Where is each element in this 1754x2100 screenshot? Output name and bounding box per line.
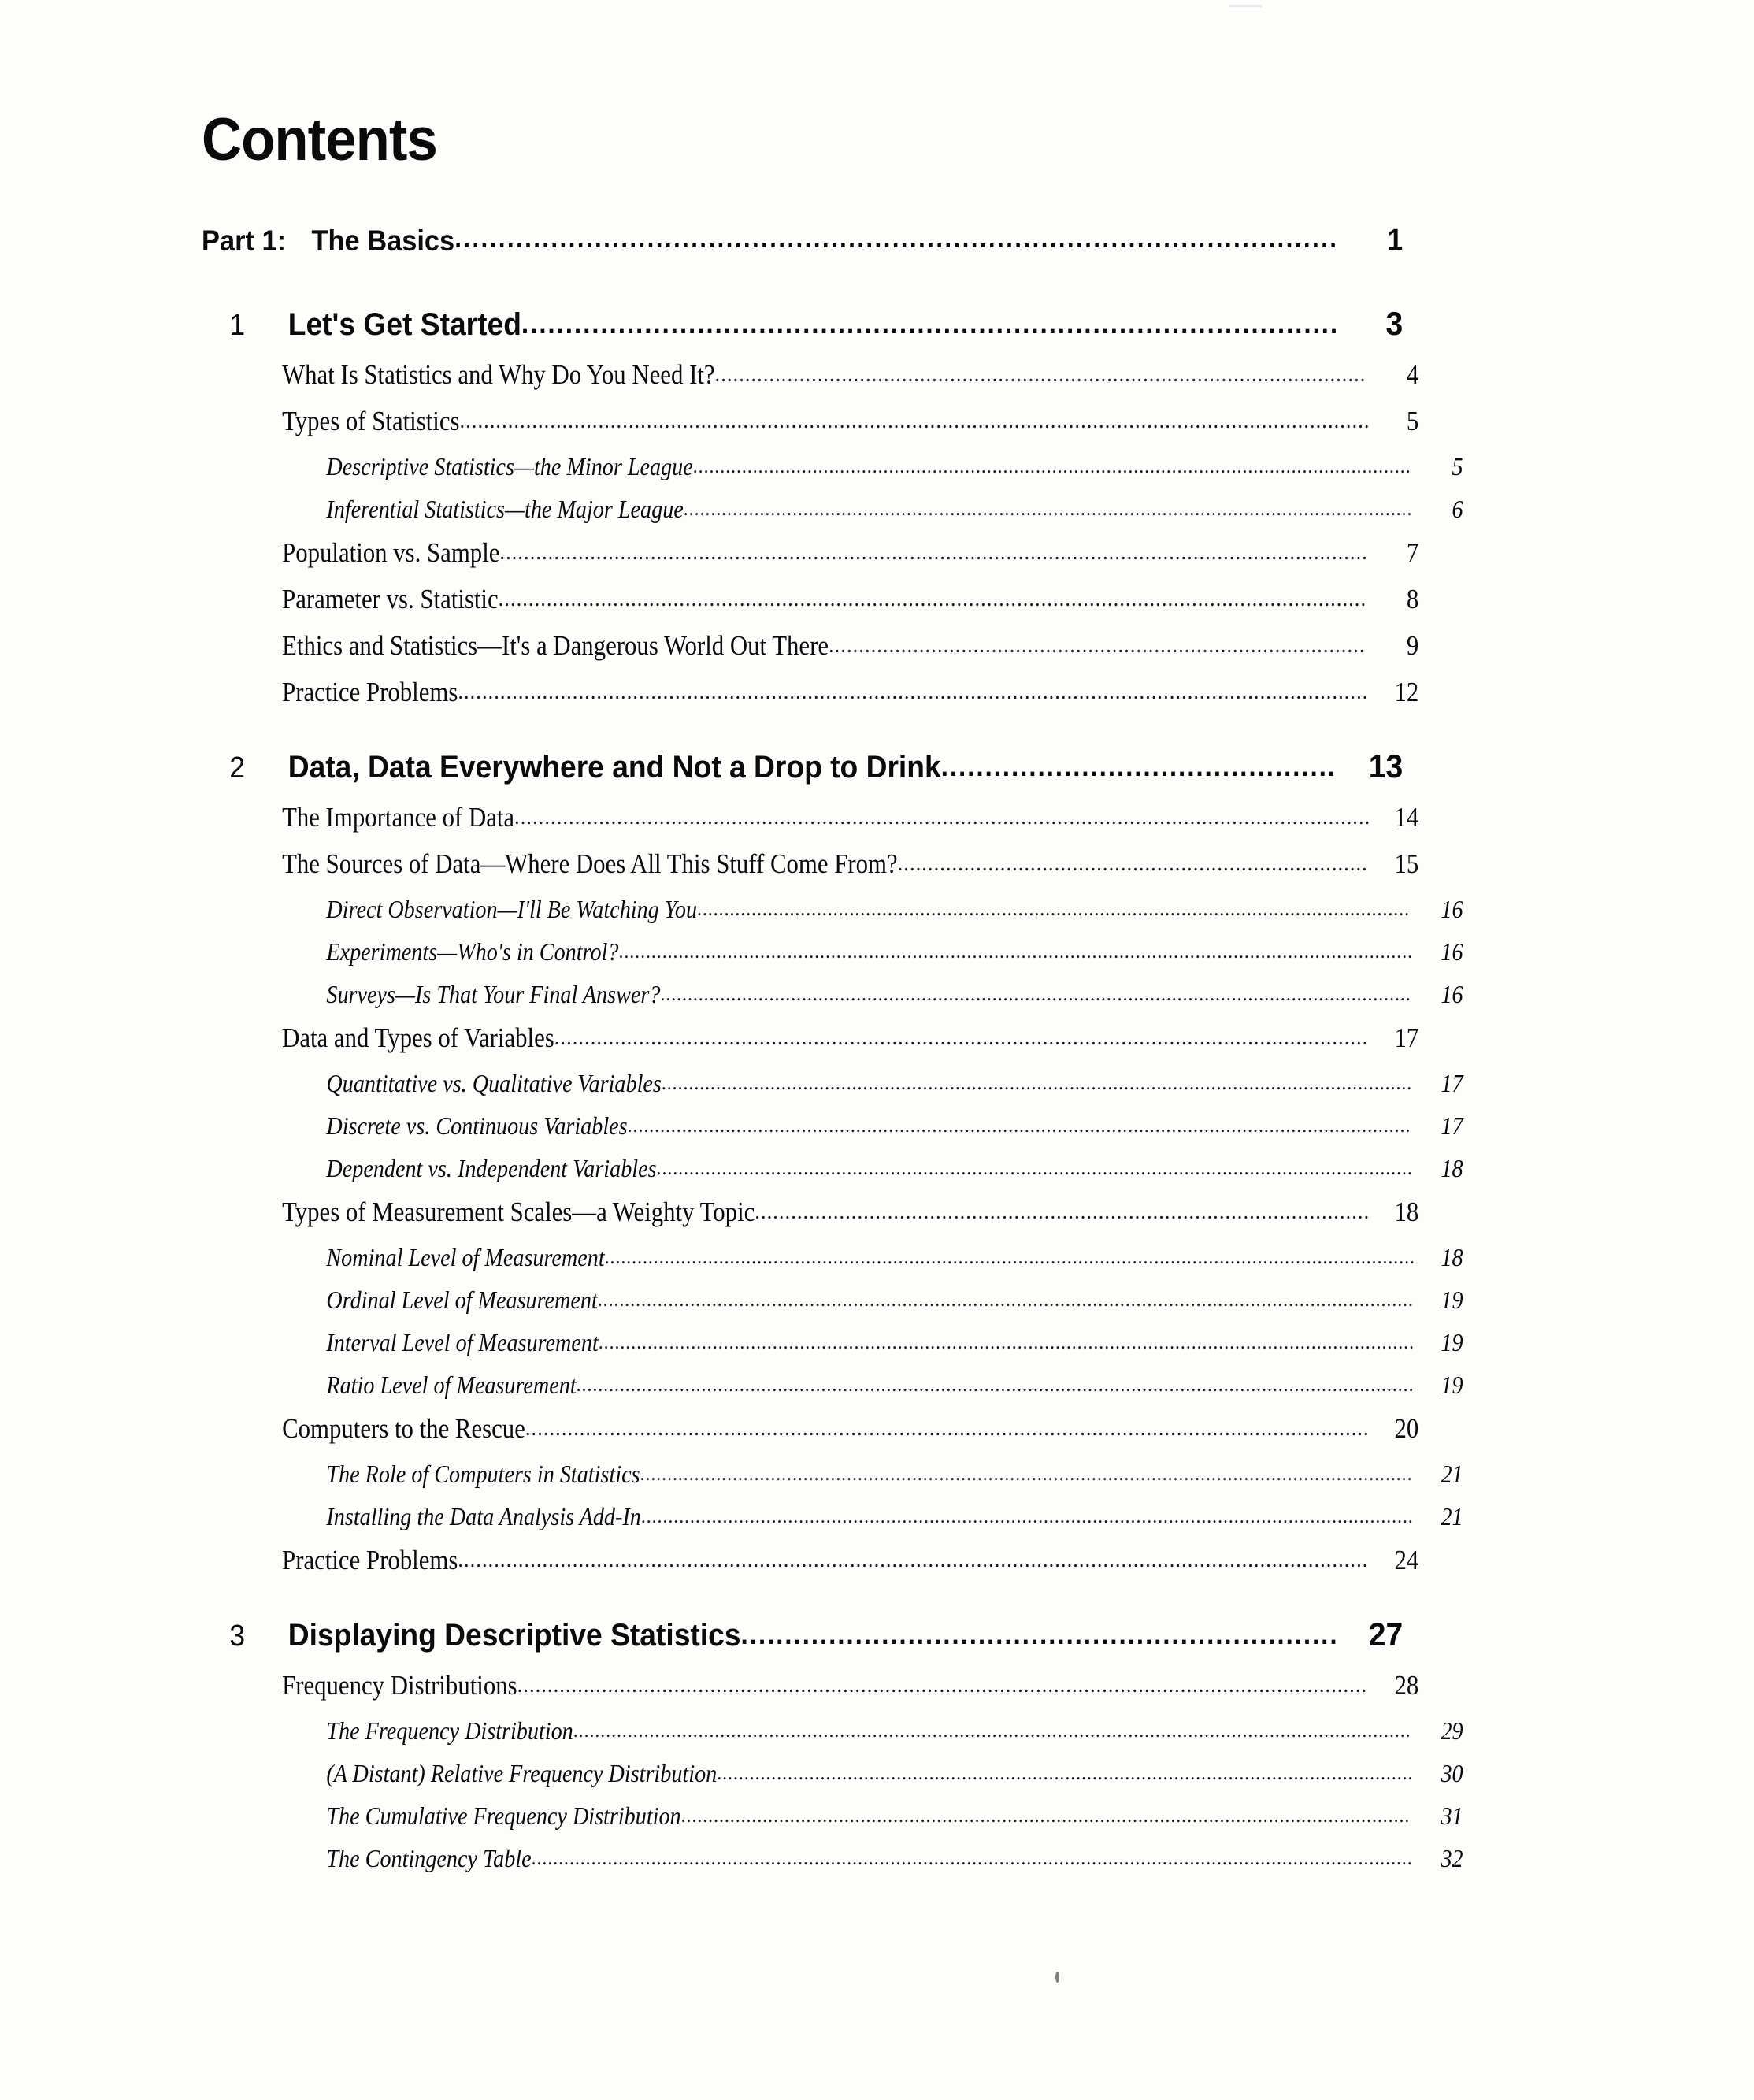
- dot-leader: ............................................................................................................: [714, 362, 1366, 386]
- dot-leader: ..............................................................................................................................................: [640, 1505, 1414, 1527]
- toc-subsection-row-page-number: 19: [1441, 1328, 1463, 1356]
- dot-leader: ..........................................................................................................................................: [660, 983, 1411, 1004]
- toc-subsection-row-label: The Contingency Table: [326, 1844, 532, 1872]
- toc-subsection-row-label: Surveys—Is That Your Final Answer?: [326, 980, 661, 1008]
- toc-subsection-row-label: Dependent vs. Independent Variables: [326, 1154, 657, 1182]
- toc-section-row[interactable]: [202, 632, 1418, 659]
- toc-section-row[interactable]: [202, 1415, 1418, 1442]
- toc-section-row-page-number: 15: [1394, 848, 1419, 879]
- toc-subsection-row[interactable]: [202, 1461, 1463, 1486]
- toc-section-row-page-number: 14: [1394, 802, 1419, 833]
- dot-leader: ......................................................................................................................................................: [597, 1289, 1414, 1310]
- toc-subsection-row-page-number: 17: [1441, 1069, 1463, 1097]
- toc-subsection-row-label: The Role of Computers in Statistics: [326, 1460, 640, 1488]
- dot-leader: ..............................................................................: [897, 852, 1368, 875]
- part-page-number: 1: [1387, 224, 1404, 257]
- toc-chapter-row-number: 2: [229, 751, 246, 785]
- dot-leader: ......................................................................................................................................................: [598, 1331, 1415, 1352]
- toc-section-row-page-number: 4: [1406, 359, 1419, 390]
- toc-subsection-row-label: Discrete vs. Continuous Variables: [326, 1111, 628, 1140]
- dot-leader: ................................................................................................................................................: [498, 587, 1367, 610]
- toc-subsection-row-label: Installing the Data Analysis Add-In: [326, 1502, 641, 1530]
- dot-leader: .............................................................................................................................................: [517, 1673, 1368, 1697]
- toc-subsection-row-label: Ordinal Level of Measurement: [326, 1286, 598, 1314]
- toc-section-row[interactable]: [202, 1198, 1418, 1226]
- dot-leader: ..........................................................................................................................................................: [576, 1374, 1415, 1395]
- toc-subsection-row[interactable]: [202, 1803, 1463, 1828]
- toc-section-row-page-number: 20: [1394, 1413, 1419, 1444]
- toc-subsection-row[interactable]: [202, 496, 1463, 521]
- toc-chapter-row[interactable]: [202, 1618, 1403, 1651]
- toc-section-row[interactable]: [202, 1671, 1418, 1699]
- toc-subsection-row-page-number: 19: [1441, 1286, 1463, 1314]
- toc-section-row-label: Types of Measurement Scales—a Weighty Topic: [282, 1197, 755, 1227]
- scan-edge-mark: [1229, 5, 1262, 7]
- toc-chapter-row-label: Let's Get Started: [287, 307, 521, 342]
- table-of-contents: [202, 106, 1493, 1888]
- toc-section-row-label: Population vs. Sample: [282, 537, 500, 568]
- dot-leader: ................................................................................................................................: [717, 1762, 1414, 1783]
- toc-subsection-row-page-number: 31: [1441, 1801, 1463, 1830]
- toc-section-row-label: Practice Problems: [282, 677, 458, 707]
- toc-chapter-row-number: 1: [229, 309, 246, 342]
- toc-subsection-row-page-number: 21: [1441, 1502, 1463, 1530]
- dot-leader: .....................................................................................................: [454, 225, 1339, 252]
- toc-subsection-row[interactable]: [202, 1372, 1463, 1397]
- dot-leader: .........................................................................................: [829, 633, 1366, 657]
- toc-subsection-row-label: (A Distant) Relative Frequency Distribution: [326, 1759, 718, 1787]
- toc-subsection-row-page-number: 16: [1441, 895, 1463, 923]
- dot-leader: .......................................................................................................................................................: [459, 409, 1370, 432]
- toc-chapter-row-label: Data, Data Everywhere and Not a Drop to Drink: [287, 750, 941, 785]
- scan-speckle: [1055, 1972, 1059, 1983]
- toc-section-row-label: Parameter vs. Statistic: [282, 584, 499, 614]
- toc-part-row[interactable]: [202, 225, 1403, 255]
- toc-subsection-row[interactable]: [202, 1287, 1463, 1312]
- dot-leader: ....................................................................................................................................: [692, 455, 1411, 477]
- dot-leader: ...........................................................................................................................................: [656, 1157, 1413, 1178]
- dot-leader: .......................................................................................................................................: [554, 1026, 1369, 1049]
- toc-subsection-row-page-number: 29: [1441, 1716, 1463, 1745]
- toc-subsection-row-page-number: 6: [1452, 495, 1463, 523]
- toc-section-row-label: Types of Statistics: [282, 406, 460, 436]
- toc-subsection-row-page-number: 17: [1441, 1111, 1463, 1140]
- dot-leader: ....................................................................: [740, 1620, 1339, 1649]
- part-number: Part 1:: [202, 224, 287, 257]
- toc-chapter-row-page-number: 27: [1368, 1616, 1404, 1653]
- toc-chapter-row-page-number: 13: [1368, 748, 1404, 785]
- page-title: Contents: [202, 106, 437, 173]
- dot-leader: .....................................................................................................................................................: [604, 1246, 1415, 1267]
- toc-subsection-row-label: Interval Level of Measurement: [326, 1328, 599, 1356]
- toc-subsection-row-label: Descriptive Statistics—the Minor League: [326, 452, 693, 480]
- toc-section-row[interactable]: [202, 678, 1418, 706]
- dot-leader: ..................................................................................................................................................: [618, 941, 1414, 962]
- toc-section-row-page-number: 12: [1394, 677, 1419, 707]
- chapter-block: [202, 750, 1493, 1574]
- toc-section-row-label: Data and Types of Variables: [282, 1022, 554, 1053]
- toc-subsection-row-page-number: 32: [1441, 1844, 1463, 1872]
- dot-leader: ..........................................................................................................................................................: [573, 1720, 1411, 1741]
- toc-subsection-row-label: Ratio Level of Measurement: [326, 1371, 577, 1399]
- toc-subsection-row[interactable]: [202, 1330, 1463, 1355]
- toc-chapter-row-label: Displaying Descriptive Statistics: [287, 1618, 741, 1653]
- toc-section-row-page-number: 7: [1406, 537, 1419, 568]
- toc-subsection-row-page-number: 30: [1441, 1759, 1463, 1787]
- toc-subsection-row[interactable]: [202, 1761, 1463, 1786]
- toc-subsection-row[interactable]: [202, 1156, 1463, 1181]
- toc-subsection-row-page-number: 18: [1441, 1243, 1463, 1271]
- toc-subsection-row[interactable]: [202, 1113, 1463, 1138]
- toc-subsection-row-label: The Cumulative Frequency Distribution: [326, 1801, 681, 1830]
- dot-leader: ......................................................................................................................................: [683, 498, 1413, 519]
- toc-section-row[interactable]: [202, 1024, 1418, 1052]
- toc-subsection-row[interactable]: [202, 981, 1463, 1007]
- part-label: The Basics: [311, 224, 455, 257]
- toc-section-row[interactable]: [202, 850, 1418, 877]
- toc-chapter-row[interactable]: [202, 750, 1403, 783]
- toc-section-row-label: What Is Statistics and Why Do You Need It?: [282, 359, 715, 390]
- toc-subsection-row-label: The Frequency Distribution: [326, 1716, 573, 1745]
- toc-section-row-page-number: 9: [1406, 630, 1419, 661]
- dot-leader: ..............................................................................................................................................: [514, 805, 1371, 829]
- toc-section-row[interactable]: [202, 803, 1418, 831]
- toc-section-row[interactable]: [202, 1546, 1418, 1574]
- toc-section-row-label: Ethics and Statistics—It's a Dangerous World Out There: [282, 630, 829, 661]
- toc-subsection-row-label: Inferential Statistics—the Major League: [326, 495, 684, 523]
- dot-leader: .......................................................................................................................................................: [458, 680, 1369, 703]
- dot-leader: ......................................................................................................: [755, 1200, 1370, 1223]
- toc-subsection-row[interactable]: [202, 939, 1463, 964]
- toc-section-row-page-number: 28: [1394, 1670, 1419, 1701]
- toc-subsection-row-label: Quantitative vs. Qualitative Variables: [326, 1069, 662, 1097]
- toc-section-row-page-number: 17: [1394, 1022, 1419, 1053]
- dot-leader: ............................................................................................................................................: [525, 1416, 1370, 1440]
- toc-chapter-row[interactable]: [202, 307, 1403, 340]
- toc-section-row-page-number: 5: [1406, 406, 1419, 436]
- toc-subsection-row[interactable]: [202, 1504, 1463, 1529]
- toc-section-row[interactable]: [202, 361, 1418, 388]
- toc-section-row-label: The Importance of Data: [282, 802, 515, 833]
- toc-subsection-row[interactable]: [202, 1070, 1463, 1096]
- toc-subsection-row-page-number: 21: [1441, 1460, 1463, 1488]
- chapter-list: [202, 307, 1493, 1871]
- toc-subsection-row-page-number: 19: [1441, 1371, 1463, 1399]
- dot-leader: ...................................................................................................................................: [697, 898, 1410, 919]
- toc-section-row-label: Computers to the Rescue: [282, 1413, 525, 1444]
- toc-section-row[interactable]: [202, 585, 1418, 613]
- toc-subsection-row[interactable]: [202, 1245, 1463, 1270]
- toc-subsection-row[interactable]: [202, 1846, 1463, 1871]
- dot-leader: ................................................................................................................................................: [627, 1115, 1411, 1136]
- dot-leader: ..............................................................................................................................................: [640, 1463, 1413, 1484]
- dot-leader: .......................................................................................................................................................: [458, 1548, 1369, 1571]
- dot-leader: .............................................: [940, 752, 1337, 781]
- chapter-block: [202, 1618, 1493, 1871]
- toc-section-row[interactable]: [202, 539, 1418, 566]
- toc-subsection-row-page-number: 5: [1452, 452, 1463, 480]
- dot-leader: ..................................................................................................................................................................: [531, 1847, 1413, 1868]
- dot-leader: ......................................................................................................................................: [680, 1805, 1411, 1826]
- toc-section-row-page-number: 24: [1394, 1545, 1419, 1575]
- toc-section-row-label: Practice Problems: [282, 1545, 458, 1575]
- toc-section-row[interactable]: [202, 407, 1418, 435]
- toc-subsection-row-page-number: 16: [1441, 980, 1463, 1008]
- toc-subsection-row-label: Nominal Level of Measurement: [326, 1243, 605, 1271]
- toc-subsection-row-page-number: 18: [1441, 1154, 1463, 1182]
- toc-chapter-row-number: 3: [229, 1620, 246, 1653]
- toc-subsection-row[interactable]: [202, 454, 1463, 479]
- toc-subsection-row[interactable]: [202, 896, 1463, 922]
- dot-leader: ..........................................................................................................................................: [661, 1072, 1413, 1093]
- toc-subsection-row[interactable]: [202, 1718, 1463, 1743]
- toc-subsection-row-label: Direct Observation—I'll Be Watching You: [326, 895, 698, 923]
- toc-section-row-page-number: 18: [1394, 1197, 1419, 1227]
- dot-leader: .............................................................................................: [521, 310, 1339, 338]
- toc-section-row-label: Frequency Distributions: [282, 1670, 517, 1701]
- toc-subsection-row-page-number: 16: [1441, 937, 1463, 966]
- toc-section-row-page-number: 8: [1406, 584, 1419, 614]
- toc-section-row-label: The Sources of Data—Where Does All This Stuff Come From?: [282, 848, 898, 879]
- dot-leader: ................................................................................................................................................: [499, 540, 1368, 564]
- chapter-block: [202, 307, 1493, 706]
- toc-chapter-row-page-number: 3: [1385, 305, 1404, 342]
- toc-subsection-row-label: Experiments—Who's in Control?: [326, 937, 619, 966]
